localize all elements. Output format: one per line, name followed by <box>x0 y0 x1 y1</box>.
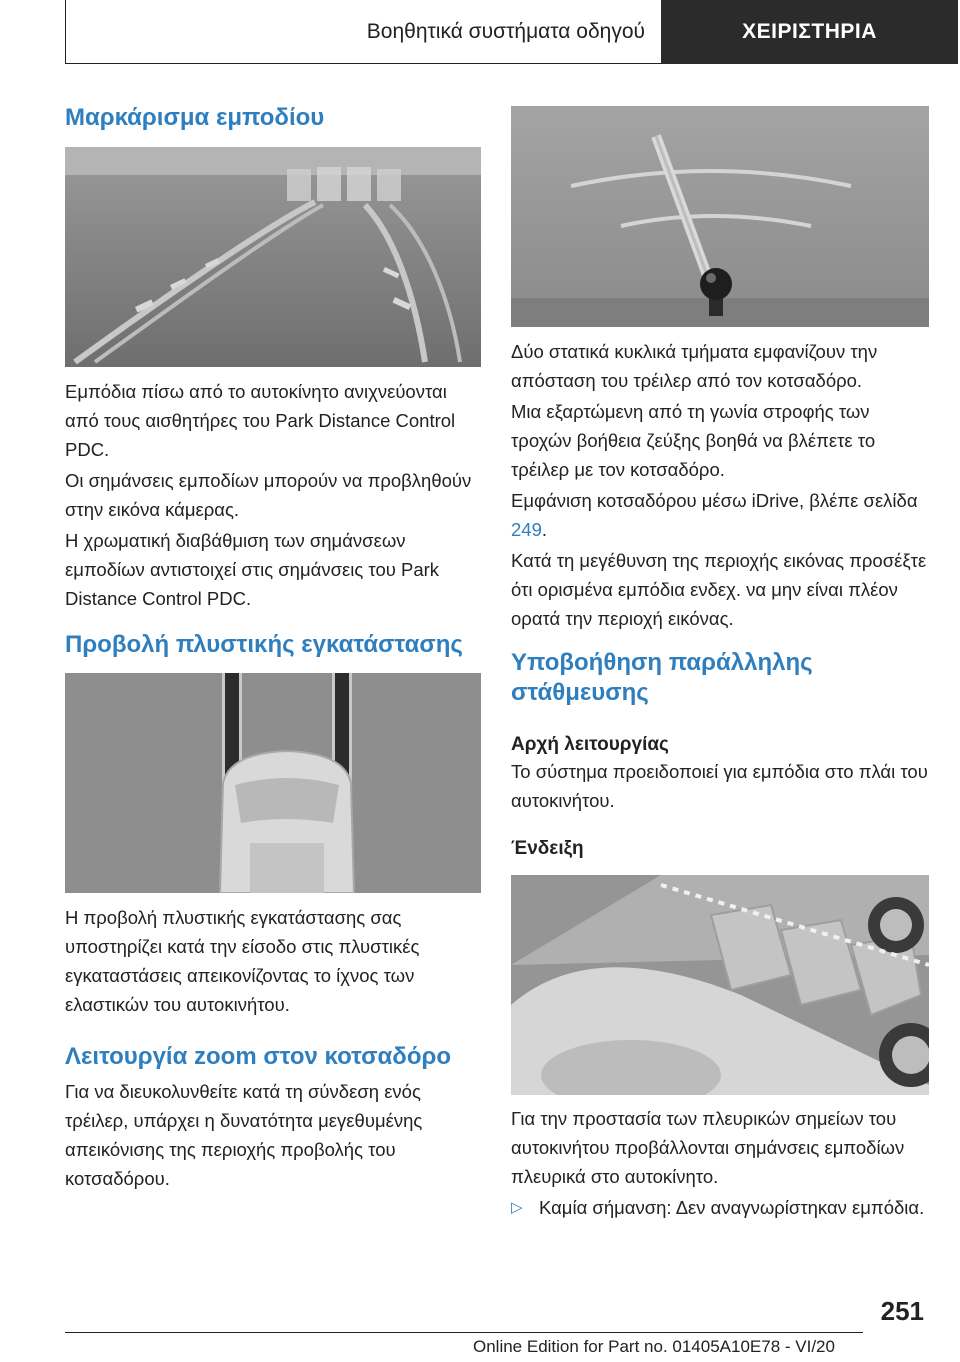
footer-divider <box>65 1332 863 1333</box>
paragraph-display: Για την προστασία των πλευρικών σημείων του αυτοκινήτου προβάλλονται σημάνσεις εμποδίων πλευρικά στο αυτοκίνητο. <box>511 1108 905 1187</box>
heading-display: Ένδειξη <box>511 838 584 859</box>
paragraph-obstacle-3: Η χρωματική διαβάθμιση των σημάνσεων εμποδίων αντιστοιχεί στις σημάνσεις του Park Distance Control PDC. <box>65 530 440 609</box>
figure-car-wash-view <box>65 673 481 893</box>
paragraph-hitch-zoom: Για να διευκολυνθείτε κατά τη σύνδεση ενός τρέιλερ, υπάρχει η δυνατότητα μεγεθυμένης απεικόνισης της περιοχής προβολής του κοτσαδόρου. <box>65 1081 423 1189</box>
paragraph-hitch-2: Μια εξαρτώμενη από τη γωνία στροφής των τροχών βοήθεια ζεύξης βοηθά να βλέπετε το τρέιλερ με τον κοτσαδόρο. <box>511 401 876 480</box>
paragraph-hitch-3-end: . <box>541 519 548 540</box>
figure-obstacle-marking <box>65 147 481 367</box>
list-item-text: Καμία σήμανση: Δεν αναγνωρίστηκαν εμπόδια. <box>539 1197 925 1218</box>
paragraph-obstacle-1: Εμπόδια πίσω από το αυτοκίνητο ανιχνεύονται από τους αισθητήρες του Park Distance Control PDC. <box>65 381 456 460</box>
paragraph-hitch-3 <box>511 486 929 544</box>
edition-info: Online Edition for Part no. 01405A10E78 - VI/20 <box>473 1337 835 1356</box>
list-bullet: ▷ <box>511 1199 523 1216</box>
heading-principle: Αρχή λειτουργίας <box>511 734 669 755</box>
figure-side-protection <box>511 875 929 1095</box>
heading-hitch-zoom: Λειτουργία zoom στον κοτσαδόρο <box>65 1043 452 1070</box>
figure-hitch-zoom <box>511 106 929 327</box>
paragraph-hitch-4: Κατά τη μεγέθυνση της περιοχής εικόνας προσέξτε ότι ορισμένα εμπόδια ενδεχ. να μην είναι πλέον ορατά την περιοχή εικόνας. <box>511 550 927 629</box>
section-title: Βοηθητικά συστήματα οδηγού <box>366 20 645 43</box>
list-item-no-marking <box>511 1193 929 1222</box>
page-link-249[interactable]: 249 <box>511 519 542 540</box>
paragraph-hitch-1: Δύο στατικά κυκλικά τμήματα εμφανίζουν την απόσταση του τρέιλερ από τον κοτσαδόρο. <box>511 341 878 391</box>
heading-car-wash-view: Προβολή πλυστικής εγκατάστασης <box>65 631 463 658</box>
paragraph-hitch-3-text: Εμφάνιση κοτσαδόρου μέσω iDrive, βλέπε σελίδα <box>511 490 918 511</box>
heading-parallel-parking: Υποβοήθηση παράλληλης στάθμευσης <box>511 649 813 706</box>
paragraph-principle: Το σύστημα προειδοποιεί για εμπόδια στο πλάι του αυτοκινήτου. <box>511 761 928 811</box>
paragraph-obstacle-2: Οι σημάνσεις εμποδίων μπορούν να προβληθούν στην εικόνα κάμερας. <box>65 470 472 520</box>
paragraph-car-wash: Η προβολή πλυστικής εγκατάστασης σας υποστηρίζει κατά την είσοδο στις πλυστικές εγκαταστάσεις απεικονίζοντας το ίχνος των ελαστικών του αυτοκινήτου. <box>65 907 420 1015</box>
page-number: 251 <box>880 1296 924 1326</box>
chapter-title: ΧΕΙΡΙΣΤΗΡΙΑ <box>661 0 958 64</box>
heading-obstacle-marking: Μαρκάρισμα εμποδίου <box>65 104 325 131</box>
